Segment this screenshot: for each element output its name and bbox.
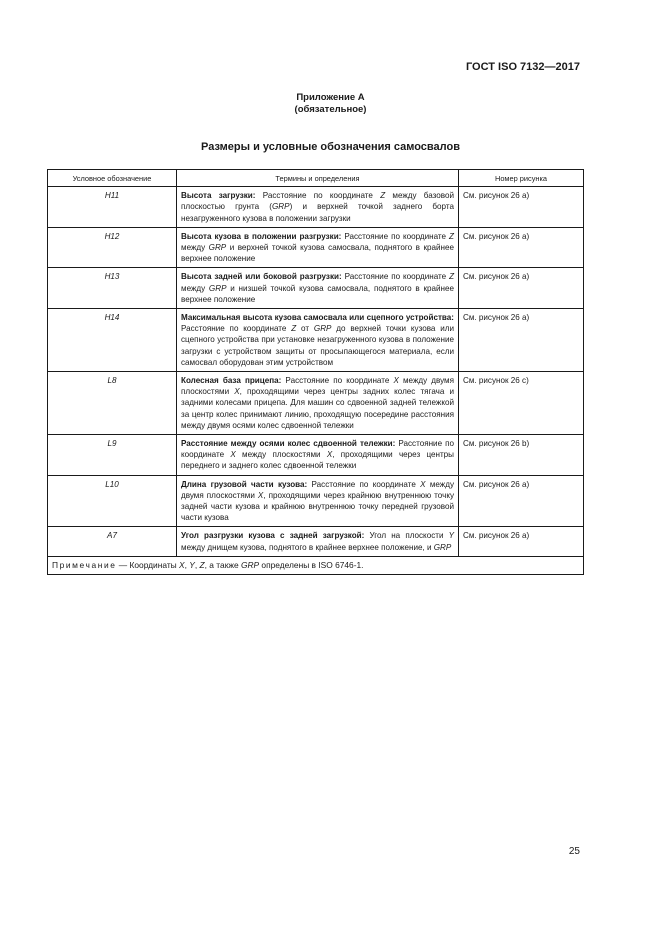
appendix-heading (0, 92, 661, 116)
italic-symbol: X (326, 450, 333, 460)
note-text: — Координаты X, Y, Z, а также GRP определены в ISO 6746-1. (116, 559, 364, 570)
table-row (48, 435, 584, 476)
table-note (48, 556, 584, 574)
row-definition: Высота кузова в положении разгрузки: Расстояние по координате Z между GRP и верхней точкой кузова самосвала, поднятого в крайнее верхнее положение (177, 227, 459, 268)
row-symbol: H13 (48, 268, 177, 309)
row-figure-ref: См. рисунок 26 а) (459, 309, 584, 372)
table-row (48, 187, 584, 228)
standard-code: ГОСТ ISO 7132—2017 (465, 61, 580, 73)
table-row (48, 372, 584, 435)
table-row (48, 227, 584, 268)
row-term: Высота кузова в положении разгрузки: (181, 231, 342, 241)
table-note-row (48, 556, 584, 574)
row-figure-ref: См. рисунок 26 а) (459, 527, 584, 556)
italic-symbol: X (393, 376, 399, 386)
row-definition: Колесная база прицепа: Расстояние по координате X между двумя плоскостями X, проходящими через центры задних колес тягача и задними колесами прицепа. Для машин со сдвоенной задней тележкой за центр колес принимают линию, проходящую посередине расстояния между двумя осями колес сдвоенной тележки (177, 372, 459, 435)
row-figure-ref: См. рисунок 26 b) (459, 435, 584, 476)
table-row (48, 527, 584, 556)
italic-symbol: X (179, 559, 185, 570)
italic-symbol: Z (449, 231, 454, 241)
italic-symbol: X (420, 479, 426, 489)
italic-symbol: GRP (208, 243, 227, 253)
column-header-terms: Термины и определения (177, 170, 459, 187)
italic-symbol: GRP (272, 202, 290, 212)
italic-symbol: X (257, 490, 264, 500)
row-figure-ref: См. рисунок 26 а) (459, 475, 584, 527)
note-label: Примечание (52, 559, 117, 570)
italic-symbol: GRP (208, 283, 227, 293)
row-term: Угол разгрузки кузова с задней загрузкой: (181, 531, 365, 541)
table-header-row (48, 170, 584, 187)
table-row (48, 475, 584, 527)
row-figure-ref: См. рисунок 26 а) (459, 187, 584, 228)
italic-symbol: Z (199, 559, 205, 570)
row-figure-ref: См. рисунок 26 а) (459, 227, 584, 268)
page-number: 25 (568, 846, 580, 857)
row-figure-ref: См. рисунок 26 а) (459, 268, 584, 309)
row-term: Высота задней или боковой разгрузки: (181, 272, 342, 282)
italic-symbol: X (230, 450, 236, 460)
row-term: Максимальная высота кузова самосвала или сцепного устройства: (181, 313, 454, 323)
italic-symbol: GRP (433, 542, 452, 552)
row-definition: Длина грузовой части кузова: Расстояние по координате X между двумя плоскостями X, проходящими через крайнюю внутреннюю точку задней части кузова и крайнюю внутреннюю точку передней грузовой части кузова (177, 475, 459, 527)
italic-symbol: GRP (313, 324, 332, 334)
row-symbol: H14 (48, 309, 177, 372)
italic-symbol: Z (380, 191, 386, 201)
table-row (48, 309, 584, 372)
row-term: Расстояние между осями колес сдвоенной тележки: (181, 439, 396, 449)
italic-symbol: X (234, 387, 240, 397)
row-definition: Максимальная высота кузова самосвала или сцепного устройства: Расстояние по координате Z от GRP до верхней точки кузова или сцепного устройства при установке незагруженного кузова в положение загрузки с устройством защиты от просыпающегося материала, если самосвал оборудован этим устройством (177, 309, 459, 372)
italic-symbol: Z (291, 324, 297, 334)
row-figure-ref: См. рисунок 26 с) (459, 372, 584, 435)
row-symbol: H11 (48, 187, 177, 228)
italic-symbol: Y (189, 559, 195, 570)
row-definition: Высота загрузки: Расстояние по координате Z между базовой плоскостью грунта (GRP) и верхней точкой заднего борта незагруженного кузова в положении загрузки (177, 187, 459, 228)
italic-symbol: Z (449, 272, 455, 282)
row-definition: Угол разгрузки кузова с задней загрузкой: Угол на плоскости Y между днищем кузова, поднятого в крайнее верхнее положение, и GRP (177, 527, 459, 556)
appendix-status: (обязательное) (294, 104, 367, 115)
row-term: Высота загрузки: (181, 191, 256, 201)
row-symbol: A7 (48, 527, 177, 556)
column-header-figure: Номер рисунка (459, 170, 584, 187)
column-header-symbol: Условное обозначение (48, 170, 177, 187)
row-definition: Расстояние между осями колес сдвоенной тележки: Расстояние по координате X между плоскостями X, проходящими через центры переднего и заднего колес сдвоенной тележки (177, 435, 459, 476)
definitions-table (47, 169, 584, 575)
row-definition: Высота задней или боковой разгрузки: Расстояние по координате Z между GRP и низшей точкой кузова самосвала, поднятого в крайнее верхнее положение (177, 268, 459, 309)
row-symbol: L10 (48, 475, 177, 527)
row-symbol: H12 (48, 227, 177, 268)
row-term: Длина грузовой части кузова: (181, 479, 308, 489)
appendix-title: Приложение А (296, 92, 365, 103)
row-symbol: L8 (48, 372, 177, 435)
italic-symbol: Y (448, 531, 455, 541)
table-row (48, 268, 584, 309)
row-symbol: L9 (48, 435, 177, 476)
row-term: Колесная база прицепа: (181, 376, 282, 386)
italic-symbol: GRP (240, 559, 260, 570)
document-title: Размеры и условные обозначения самосвалов (201, 141, 460, 153)
